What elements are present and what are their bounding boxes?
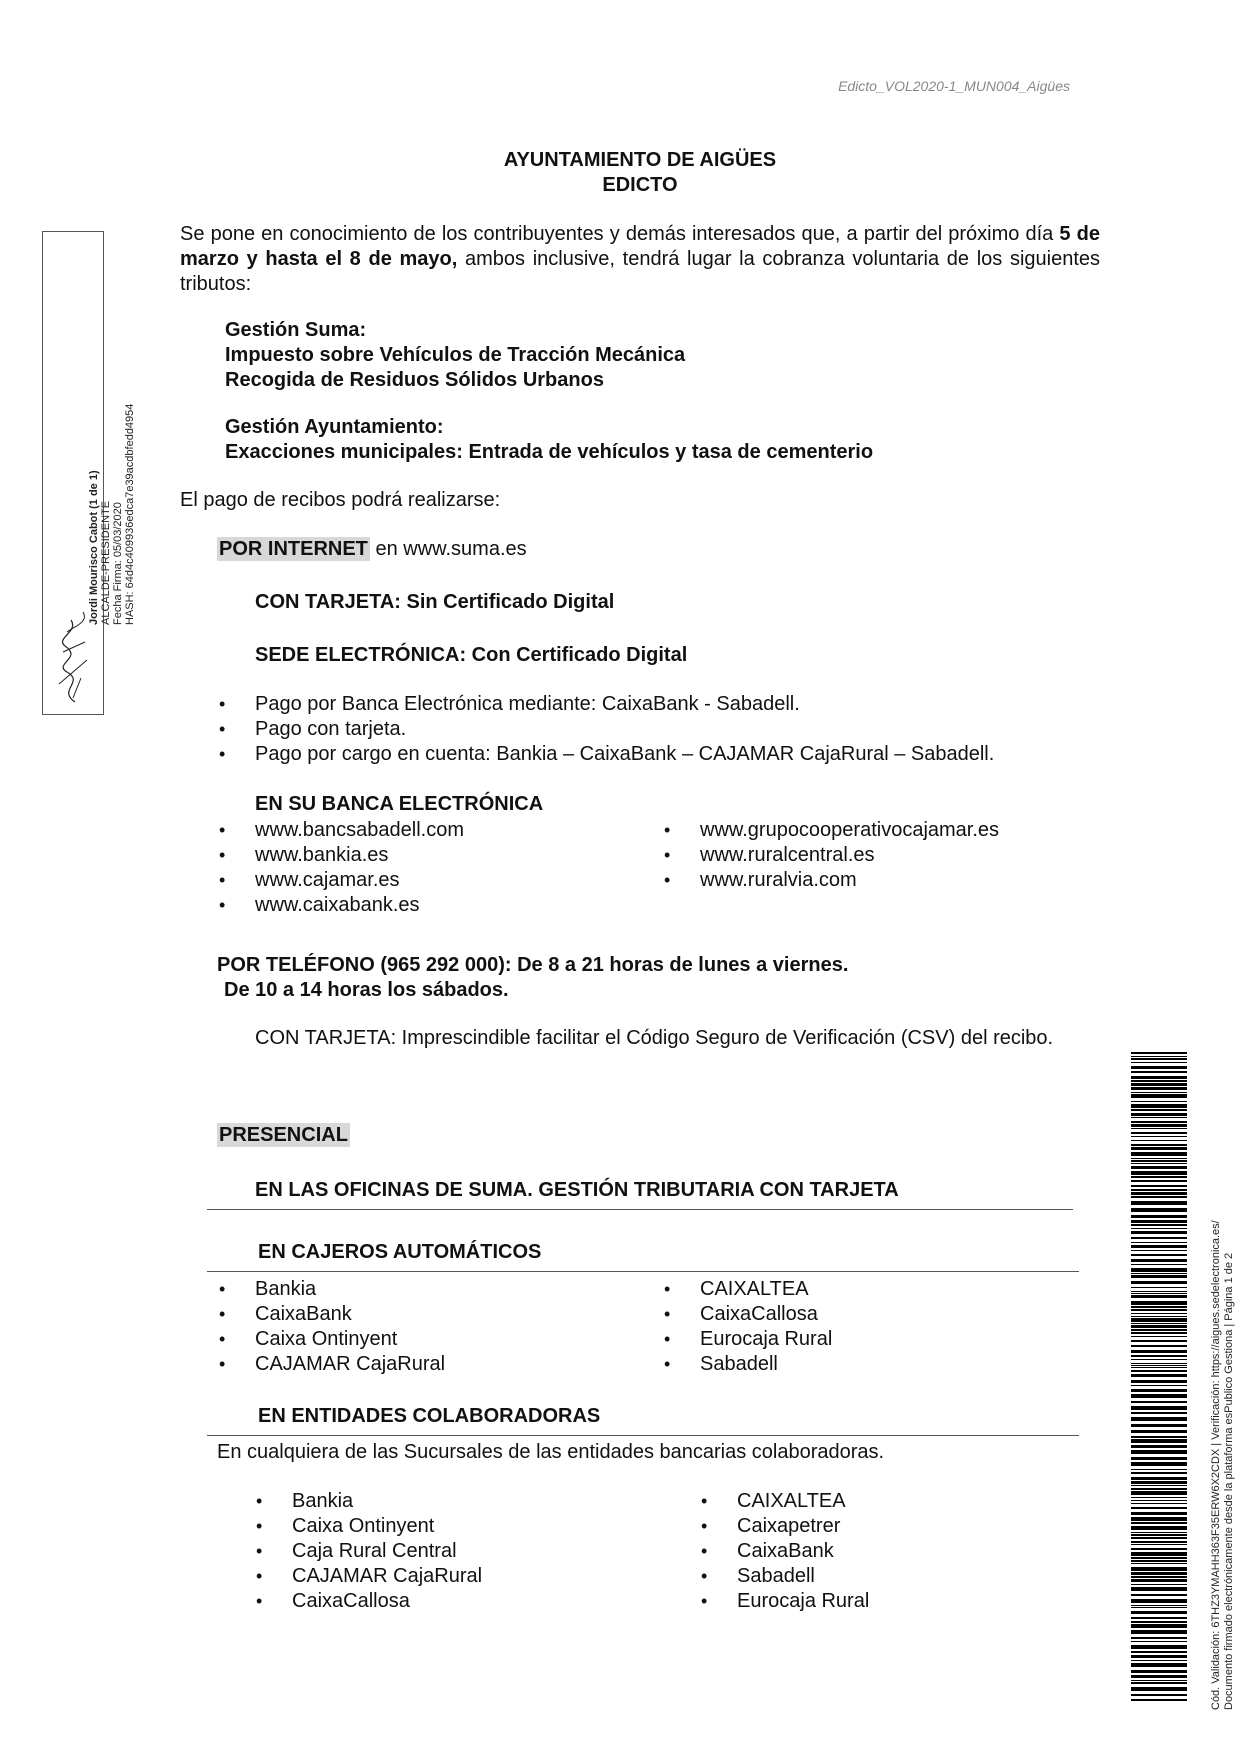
barcode-bar (1131, 1587, 1187, 1591)
barcode-bar (1131, 1680, 1187, 1681)
barcode-bar (1131, 1293, 1187, 1294)
barcode-bar (1131, 1306, 1187, 1308)
gestion-suma-heading: Gestión Suma: (225, 319, 367, 341)
entidades-list-right (699, 1489, 1079, 1614)
barcode-bar (1131, 1228, 1187, 1229)
verification-line-2: Documento firmado electrónicamente desde la plataforma esPublico Gestiona | Página 1 de 2 (1223, 1252, 1235, 1710)
list-item: • Caixapetrer (699, 1514, 1079, 1539)
presencial-line (217, 1123, 350, 1148)
barcode-bar (1131, 1275, 1187, 1278)
barcode-bar (1131, 1675, 1187, 1678)
list-item: • CaixaCallosa (254, 1589, 674, 1614)
barcode-bar (1131, 1624, 1187, 1628)
barcode-bar (1131, 1374, 1187, 1377)
barcode-bar (1131, 1537, 1187, 1539)
intro-part-2: ambos inclusive, tendrá lugar la cobranza voluntaria de los siguientes tributos: (180, 248, 1101, 295)
barcode-bar (1131, 1264, 1187, 1265)
barcode-bar (1131, 1579, 1187, 1582)
internet-bullets (217, 692, 1097, 767)
barcode-bar (1131, 1359, 1187, 1360)
barcode-bar (1131, 1450, 1187, 1454)
gestion-ayuntamiento-heading: Gestión Ayuntamiento: (225, 416, 444, 438)
barcode-bar (1131, 1557, 1187, 1559)
banca-heading: EN SU BANCA ELECTRÓNICA (255, 793, 544, 815)
barcode-bar (1131, 1185, 1187, 1187)
barcode-bar (1131, 1430, 1187, 1433)
barcode-bar (1131, 1472, 1187, 1474)
barcode-bar (1131, 1237, 1187, 1239)
intro-paragraph (180, 222, 1100, 297)
internet-sede: SEDE ELECTRÓNICA: Con Certificado Digital (255, 644, 688, 666)
title-line-1: AYUNTAMIENTO DE AIGÜES (503, 149, 777, 171)
barcode-bar (1131, 1534, 1187, 1536)
barcode-bar (1131, 1560, 1187, 1562)
barcode-bar (1131, 1522, 1187, 1524)
barcode-bar (1131, 1245, 1187, 1248)
barcode-bar (1131, 1336, 1187, 1337)
barcode-bar (1131, 1412, 1187, 1414)
barcode-bar (1131, 1682, 1187, 1684)
pago-intro: El pago de recibos podrá realizarse: (180, 489, 501, 511)
presencial-label: PRESENCIAL (219, 1124, 348, 1146)
barcode-bar (1131, 1485, 1187, 1486)
list-item: • www.cajamar.es (217, 868, 637, 893)
barcode-bar (1131, 1220, 1187, 1223)
barcode-bar (1131, 1424, 1187, 1427)
internet-text: en www.suma.es (369, 538, 527, 560)
barcode-bar (1131, 1128, 1187, 1129)
list-item: • Bankia (217, 1277, 637, 1302)
barcode-bar (1131, 1401, 1187, 1403)
verification-line-1: Cód. Validación: 6THZ3YMAHH363F35ERW6X2CDX | Verificación: https://aigues.sedelectronica.es/ (1210, 1220, 1222, 1710)
barcode-bar (1131, 1056, 1187, 1057)
barcode-bar (1131, 1699, 1187, 1701)
barcode-bar (1131, 1439, 1187, 1443)
barcode-bar (1131, 1584, 1187, 1585)
barcode-bar (1131, 1301, 1187, 1305)
barcode-bar (1131, 1630, 1187, 1634)
barcode-bar (1131, 1080, 1187, 1082)
barcode-bar (1131, 1694, 1187, 1696)
signer-name: Jordi Mourisco Cabot (1 de 1) (88, 470, 100, 625)
list-item: • CAIXALTEA (662, 1277, 1082, 1302)
document-reference: Edicto_VOL2020-1_MUN004_Aigües (838, 78, 1070, 94)
barcode-bar (1131, 1663, 1187, 1667)
barcode-bar (1131, 1445, 1187, 1448)
barcode-bar (1131, 1552, 1187, 1556)
internet-label: POR INTERNET (219, 538, 368, 560)
list-item: • Sabadell (662, 1352, 1082, 1377)
barcode-bar (1131, 1507, 1187, 1509)
barcode-bar (1131, 1166, 1187, 1169)
barcode-bar (1131, 1517, 1187, 1521)
barcode-bar (1131, 1417, 1187, 1421)
barcode-bar (1131, 1316, 1187, 1317)
barcode-bar (1131, 1309, 1187, 1311)
barcode-bar (1131, 1607, 1187, 1608)
list-item: • Caixa Ontinyent (254, 1514, 674, 1539)
gestion-ayuntamiento-item: Exacciones municipales: Entrada de vehículos y tasa de cementerio (225, 441, 874, 463)
barcode-bar (1131, 1541, 1187, 1543)
intro-part-1: Se pone en conocimiento de los contribuyentes y demás interesados que, a partir del próximo día (180, 223, 1054, 245)
barcode-bar (1131, 1176, 1187, 1178)
barcode-bar (1131, 1491, 1187, 1495)
barcode-bar (1131, 1121, 1187, 1123)
list-item: • Pago por Banca Electrónica mediante: CaixaBank - Sabadell. (217, 692, 1097, 717)
barcode-bar (1131, 1052, 1187, 1054)
barcode-bar (1131, 1365, 1187, 1366)
barcode-bar (1131, 1062, 1187, 1063)
barcode-bar (1131, 1192, 1187, 1195)
barcode-bar (1131, 1254, 1187, 1256)
barcode-bar (1131, 1152, 1187, 1156)
barcode-bar (1131, 1250, 1187, 1251)
divider (207, 1271, 1079, 1272)
list-item: • Pago con tarjeta. (217, 717, 1097, 742)
barcode-bar (1131, 1605, 1187, 1606)
barcode-bar (1131, 1345, 1187, 1347)
barcode-bar (1131, 1109, 1187, 1111)
barcode-bar (1131, 1117, 1187, 1118)
barcode-bar (1131, 1066, 1187, 1069)
divider (207, 1435, 1079, 1436)
banca-list-right (662, 818, 1082, 893)
cajeros-heading: EN CAJEROS AUTOMÁTICOS (258, 1241, 542, 1263)
barcode-bar (1131, 1526, 1187, 1530)
barcode-bar (1131, 1477, 1187, 1480)
barcode-bar (1131, 1132, 1187, 1134)
barcode-bar (1131, 1512, 1187, 1515)
barcode-bar (1131, 1670, 1187, 1673)
barcode-bar (1131, 1599, 1187, 1603)
entidades-list-left (254, 1489, 674, 1614)
barcode-bar (1131, 1215, 1187, 1218)
document-title (180, 148, 1100, 198)
barcode-bar (1131, 1208, 1187, 1212)
barcode-bar (1131, 1329, 1187, 1331)
barcode-image (1131, 1052, 1187, 1702)
barcode-bar (1131, 1160, 1187, 1162)
barcode-bar (1131, 1651, 1187, 1653)
list-item: • Caja Rural Central (254, 1539, 674, 1564)
barcode-bar (1131, 1104, 1187, 1108)
barcode-bar (1131, 1576, 1187, 1578)
barcode-bar (1131, 1594, 1187, 1596)
barcode-bar (1131, 1497, 1187, 1498)
telefono-line-1: POR TELÉFONO (965 292 000): De 8 a 21 horas de lunes a viernes. (217, 954, 849, 976)
barcode-bar (1131, 1481, 1187, 1484)
barcode-bar (1131, 1281, 1187, 1284)
list-item: • Caixa Ontinyent (217, 1327, 637, 1352)
barcode-bar (1131, 1058, 1187, 1060)
barcode-bar (1131, 1147, 1187, 1150)
barcode-bar (1131, 1180, 1187, 1182)
signature-hash: HASH: 64d4c409936edca7e39acdbfedd4954 (124, 403, 136, 625)
barcode-bar (1131, 1113, 1187, 1116)
barcode-bar (1131, 1655, 1187, 1658)
oficinas-heading: EN LAS OFICINAS DE SUMA. GESTIÓN TRIBUTARIA CON TARJETA (255, 1179, 899, 1201)
signature-date: Fecha Firma: 05/03/2020 (112, 502, 124, 625)
list-item: • CaixaCallosa (662, 1302, 1082, 1327)
barcode-bar (1131, 1363, 1187, 1364)
entidades-text: En cualquiera de las Sucursales de las entidades bancarias colaboradoras. (217, 1441, 885, 1463)
barcode-bar (1131, 1158, 1187, 1159)
barcode-bar (1131, 1380, 1187, 1383)
barcode-bar (1131, 1124, 1187, 1127)
barcode-bar (1131, 1196, 1187, 1198)
barcode-bar (1131, 1071, 1187, 1073)
barcode-bar (1131, 1406, 1187, 1410)
list-item: • CaixaBank (699, 1539, 1079, 1564)
barcode-bar (1131, 1171, 1187, 1175)
barcode-bar (1131, 1500, 1187, 1501)
signer-role: ALCALDE-PRESIDENTE (100, 500, 112, 625)
internet-con-tarjeta: CON TARJETA: Sin Certificado Digital (255, 591, 615, 613)
barcode-bar (1131, 1641, 1187, 1642)
barcode-bar (1131, 1325, 1187, 1328)
barcode-bar (1131, 1201, 1187, 1205)
barcode-bar (1131, 1189, 1187, 1191)
list-item: • www.ruralcentral.es (662, 843, 1082, 868)
list-item: • www.bankia.es (217, 843, 637, 868)
intro-dates: 5 de marzo y hasta el 8 de mayo, (180, 223, 1100, 270)
barcode-bar (1131, 1136, 1187, 1137)
divider (207, 1209, 1073, 1210)
title-line-2: EDICTO (602, 174, 678, 196)
barcode-bar (1131, 1457, 1187, 1460)
internet-line (217, 537, 527, 562)
barcode-bar (1131, 1268, 1187, 1272)
cajeros-list-right (662, 1277, 1082, 1377)
barcode-bar (1131, 1101, 1187, 1102)
barcode-bar (1131, 1259, 1187, 1262)
list-item: • CAJAMAR CajaRural (217, 1352, 637, 1377)
gestion-suma-item: Recogida de Residuos Sólidos Urbanos (225, 369, 604, 391)
barcode-bar (1131, 1370, 1187, 1372)
barcode-bar (1131, 1563, 1187, 1564)
barcode-bar (1131, 1140, 1187, 1141)
gestion-ayuntamiento (225, 415, 1045, 465)
barcode-bar (1131, 1544, 1187, 1545)
barcode-bar (1131, 1436, 1187, 1438)
list-item: • CaixaBank (217, 1302, 637, 1327)
barcode-bar (1131, 1242, 1187, 1243)
barcode-bar (1131, 1572, 1187, 1575)
telefono-con-tarjeta: CON TARJETA: Imprescindible facilitar el Código Seguro de Verificación (CSV) del recibo. (255, 1027, 1054, 1049)
verification-footer (1210, 1220, 1236, 1710)
list-item: • www.caixabank.es (217, 893, 637, 918)
barcode-bar (1131, 1567, 1187, 1571)
barcode-bar (1131, 1087, 1187, 1090)
barcode-bar (1131, 1332, 1187, 1334)
barcode-bar (1131, 1532, 1187, 1533)
list-item: • www.bancsabadell.com (217, 818, 637, 843)
list-item: • CAIXALTEA (699, 1489, 1079, 1514)
barcode-bar (1131, 1389, 1187, 1392)
barcode-bar (1131, 1318, 1187, 1322)
banca-list-left (217, 818, 637, 918)
barcode-bar (1131, 1355, 1187, 1357)
list-item: • Eurocaja Rural (699, 1589, 1079, 1614)
list-item: • Bankia (254, 1489, 674, 1514)
barcode-bar (1131, 1163, 1187, 1164)
entidades-heading: EN ENTIDADES COLABORADORAS (258, 1405, 601, 1427)
barcode-bar (1131, 1092, 1187, 1093)
barcode-bar (1131, 1488, 1187, 1490)
list-item: • www.ruralvia.com (662, 868, 1082, 893)
list-item: • Eurocaja Rural (662, 1327, 1082, 1352)
barcode-bar (1131, 1323, 1187, 1324)
cajeros-list-left (217, 1277, 637, 1377)
list-item: • www.grupocooperativocajamar.es (662, 818, 1082, 843)
barcode-bar (1131, 1385, 1187, 1386)
barcode-bar (1131, 1340, 1187, 1342)
barcode-bar (1131, 1617, 1187, 1619)
barcode-bar (1131, 1637, 1187, 1639)
signature-info (88, 404, 136, 625)
list-item: • Sabadell (699, 1564, 1079, 1589)
barcode-bar (1131, 1503, 1187, 1504)
gestion-suma (225, 318, 1025, 393)
barcode-bar (1131, 1687, 1187, 1691)
barcode-bar (1131, 1548, 1187, 1550)
barcode-bar (1131, 1660, 1187, 1661)
barcode-bar (1131, 1621, 1187, 1623)
barcode-bar (1131, 1224, 1187, 1226)
barcode-bar (1131, 1083, 1187, 1086)
barcode-bar (1131, 1469, 1187, 1470)
barcode-bar (1131, 1144, 1187, 1146)
barcode-bar (1131, 1094, 1187, 1098)
barcode-bar (1131, 1076, 1187, 1079)
barcode-bar (1131, 1350, 1187, 1353)
barcode-bar (1131, 1394, 1187, 1398)
barcode-bar (1131, 1313, 1187, 1314)
barcode-bar (1131, 1462, 1187, 1466)
telefono-line-2: De 10 a 14 horas los sábados. (224, 979, 509, 1001)
list-item: • CAJAMAR CajaRural (254, 1564, 674, 1589)
barcode-bar (1131, 1611, 1187, 1614)
barcode-bar (1131, 1287, 1187, 1288)
barcode-bar (1131, 1645, 1187, 1649)
barcode-bar (1131, 1295, 1187, 1298)
list-item: • Pago por cargo en cuenta: Bankia – CaixaBank – CAJAMAR CajaRural – Sabadell. (217, 742, 1097, 767)
barcode-bar (1131, 1273, 1187, 1274)
barcode-bar (1131, 1231, 1187, 1234)
barcode-bar (1131, 1367, 1187, 1368)
gestion-suma-item: Impuesto sobre Vehículos de Tracción Mecánica (225, 344, 686, 366)
barcode-bar (1131, 1291, 1187, 1292)
